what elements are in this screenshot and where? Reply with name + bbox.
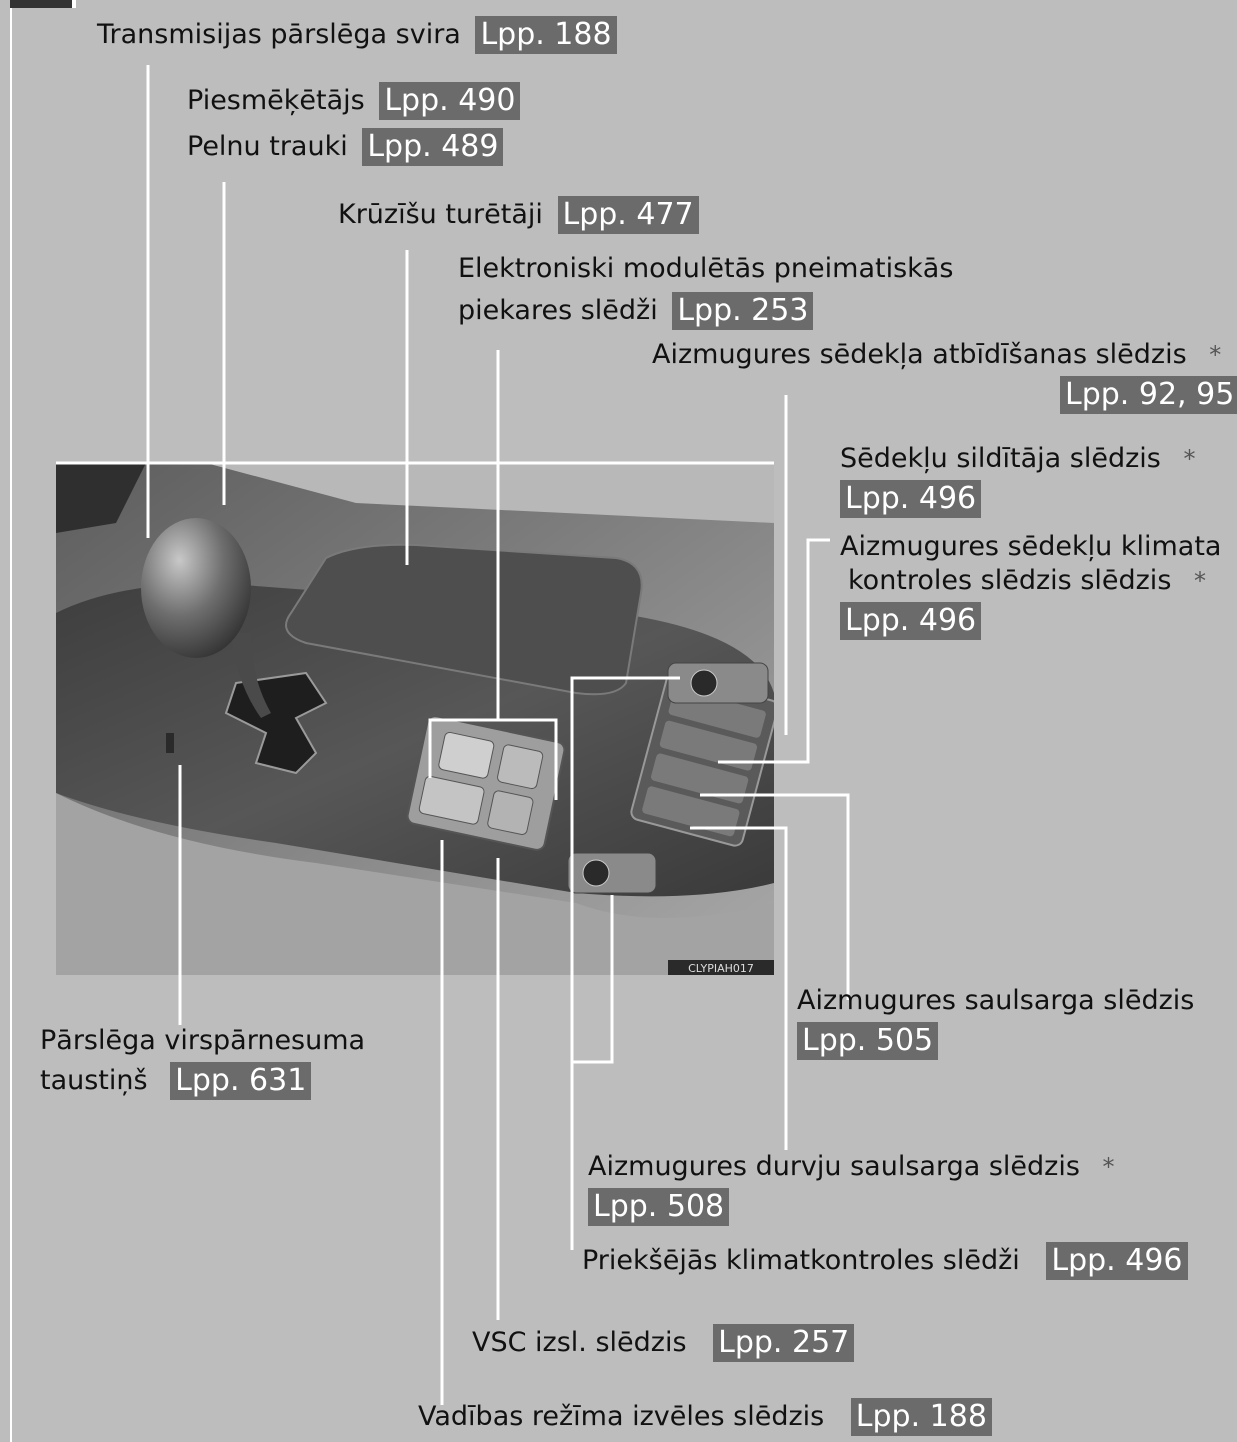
label-text: piekares slēdži <box>458 294 658 326</box>
drive-mode-label <box>418 1398 992 1436</box>
label-text: Pārslēga virspārnesuma <box>40 1025 366 1056</box>
cigarette-lighter-label <box>187 82 520 120</box>
page-ref-badge[interactable]: Lpp. 253 <box>672 292 813 330</box>
image-code: CLYPIAH017 <box>688 962 754 975</box>
ashtray-label <box>187 128 503 166</box>
page-ref-badge[interactable]: Lpp. 489 <box>362 128 503 166</box>
label-text: VSC izsl. slēdzis <box>472 1326 687 1358</box>
page-ref-badge[interactable]: Lpp. 188 <box>851 1398 992 1436</box>
page-ref-badge[interactable]: Lpp. 631 <box>170 1062 311 1100</box>
page-ref-badge[interactable]: Lpp. 490 <box>379 82 520 120</box>
label-text: Aizmugures sēdekļu klimata <box>840 531 1222 562</box>
page-ref-badge[interactable]: Lpp. 188 <box>475 16 616 54</box>
page-ref-badge[interactable]: Lpp. 92, 95 <box>1060 376 1237 414</box>
front-climate-label <box>582 1242 1188 1280</box>
asterisk-note: * <box>1183 445 1196 473</box>
corner-tab <box>10 0 76 8</box>
page-ref-badge[interactable]: Lpp. 496 <box>840 480 981 518</box>
label-text: Transmisijas pārslēga svira <box>97 18 461 50</box>
center-console-photo <box>56 463 774 975</box>
rear-seat-recline-page <box>1060 376 1237 414</box>
label-text: taustiņš <box>40 1064 148 1096</box>
seat-heater-label <box>840 442 1195 518</box>
label-text: Aizmugures durvju saulsarga slēdzis <box>588 1151 1080 1182</box>
asterisk-note: * <box>1102 1153 1115 1181</box>
asterisk-note: * <box>1209 341 1222 369</box>
label-text: Piesmēķētājs <box>187 84 365 116</box>
vsc-off-label <box>472 1324 854 1362</box>
label-text: Pelnu trauki <box>187 130 348 162</box>
page-ref-badge[interactable]: Lpp. 508 <box>588 1188 729 1226</box>
label-text: Sēdekļu sildītāja slēdzis <box>840 443 1161 474</box>
page-ref-badge[interactable]: Lpp. 496 <box>1046 1242 1187 1280</box>
page-frame-line <box>10 0 12 1442</box>
page-ref-badge[interactable]: Lpp. 257 <box>713 1324 854 1362</box>
asterisk-note: * <box>1193 567 1206 595</box>
page-ref-badge[interactable]: Lpp. 496 <box>840 602 981 640</box>
label-text: Aizmugures sēdekļa atbīdīšanas slēdzis <box>652 339 1187 370</box>
cup-holders-label <box>338 196 699 234</box>
label-text: Aizmugures saulsarga slēdzis <box>797 985 1195 1016</box>
rear-seat-recline-label <box>652 338 1221 372</box>
label-text: Krūzīšu turētāji <box>338 198 543 230</box>
label-text: Elektroniski modulētās pneimatiskās <box>458 253 954 284</box>
rear-door-sunshade-label <box>588 1150 1115 1226</box>
page-ref-badge[interactable]: Lpp. 505 <box>797 1022 938 1060</box>
rear-seat-climate-label <box>840 530 1221 640</box>
label-text: Priekšējās klimatkontroles slēdži <box>582 1244 1020 1276</box>
page-ref-badge[interactable]: Lpp. 477 <box>558 196 699 234</box>
air-suspension-label <box>458 252 953 330</box>
rear-sunshade-label <box>797 984 1194 1060</box>
label-text: Vadības režīma izvēles slēdzis <box>418 1400 825 1432</box>
label-text: kontroles slēdzis slēdzis <box>848 565 1172 596</box>
overdrive-button-label <box>40 1024 365 1100</box>
transmission-lever-label <box>97 16 617 54</box>
